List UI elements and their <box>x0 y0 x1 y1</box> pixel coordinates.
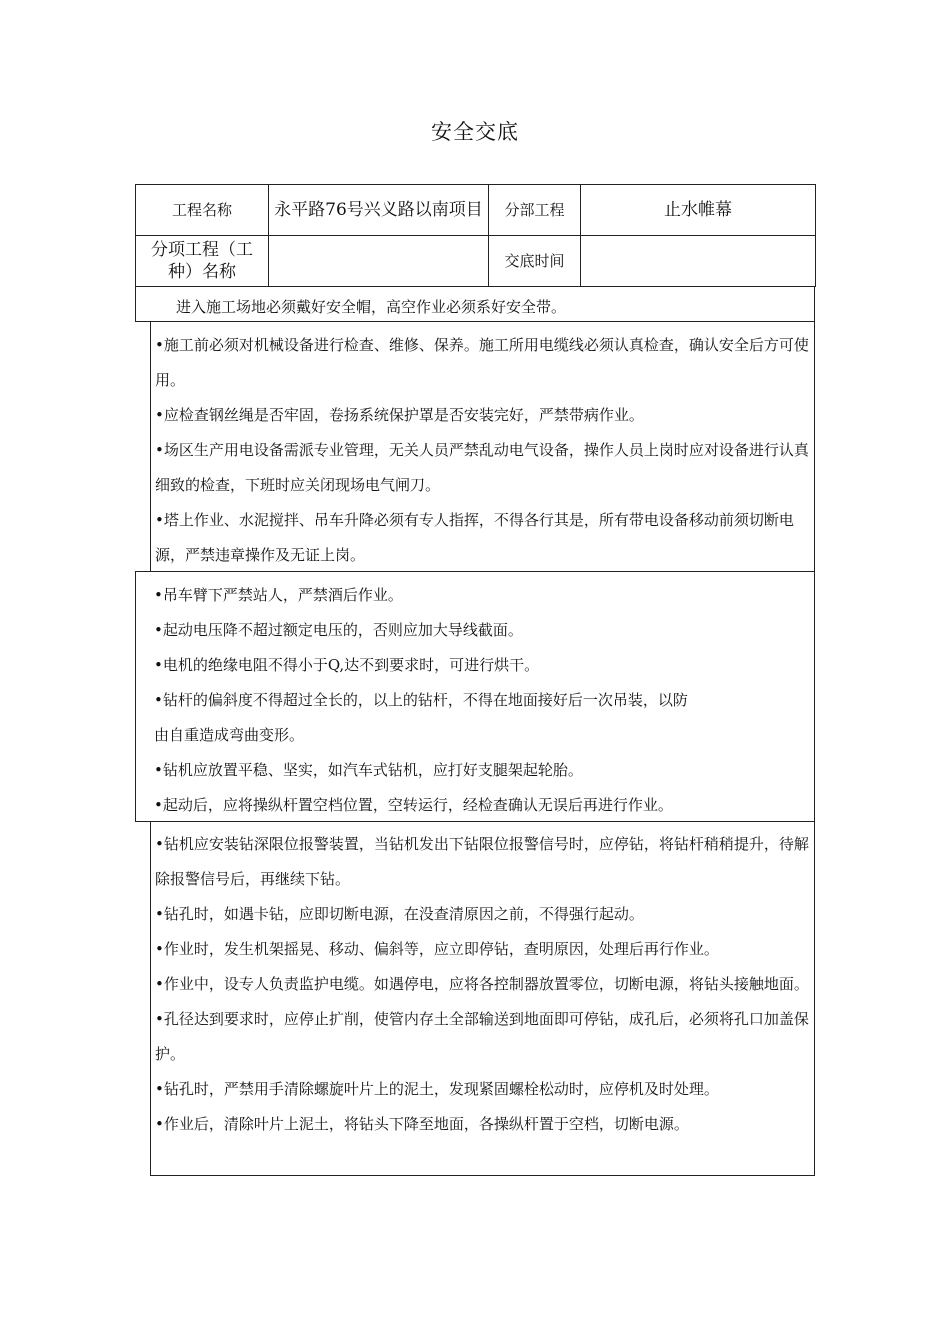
section-1-item: •应检查钢丝绳是否牢固，卷扬系统保护罩是否安装完好，严禁带病作业。 <box>155 406 644 424</box>
date-value <box>581 236 816 287</box>
section-2-item: •电机的绝缘电阻不得小于Q,达不到要求时，可进行烘干。 <box>154 656 540 674</box>
header-row-1 <box>136 185 816 236</box>
page-title: 安全交底 <box>431 120 519 144</box>
section-2-item: •起动电压降不超过额定电压的，否则应加大导线截面。 <box>154 621 523 639</box>
section-3-item: •作业后，清除叶片上泥土，将钻头下降至地面，各操纵杆置于空档，切断电源。 <box>155 1115 689 1133</box>
subitem-label: 分项工程（工种）名称 <box>136 236 269 287</box>
subitem-value <box>269 236 489 287</box>
section-1 <box>150 322 815 572</box>
section-2 <box>135 571 815 822</box>
section-1-item: •场区生产用电设备需派专业管理，无关人员严禁乱动电气设备，操作人员上岗时应对设备进行认真细致的检查，下班时应关闭现场电气闸刀。 <box>155 441 809 494</box>
section-3-item: •作业中，设专人负责监护电缆。如遇停电，应将各控制器放置零位，切断电源，将钻头接触地面。 <box>155 975 809 993</box>
section-3-item: •钻机应安装钻深限位报警装置，当钻机发出下钻限位报警信号时，应停钻，将钻杆稍稍提升，待解除报警信号后，再继续下钻。 <box>155 835 809 888</box>
header-table <box>135 184 816 287</box>
section-3-item: •钻孔时，严禁用手清除螺旋叶片上的泥土，发现紧固螺栓松动时，应停机及时处理。 <box>155 1080 719 1098</box>
section-3 <box>150 821 815 1176</box>
section-3-item: •孔径达到要求时，应停止扩削，使管内存土全部输送到地面即可停钻，成孔后，必须将孔口加盖保护。 <box>155 1010 809 1063</box>
section-1-item: •施工前必须对机械设备进行检查、维修、保养。施工所用电缆线必须认真检查，确认安全后方可使用。 <box>155 336 809 389</box>
project-name-label: 工程名称 <box>136 185 269 236</box>
section-1-item: •塔上作业、水泥搅拌、吊车升降必须有专人指挥，不得各行其是，所有带电设备移动前须切断电源，严禁违章操作及无证上岗。 <box>155 511 794 564</box>
section-2-item: •吊车臂下严禁站人，严禁酒后作业。 <box>154 586 403 604</box>
section-3-item: •钻孔时，如遇卡钻，应即切断电源，在没查清原因之前，不得强行起动。 <box>155 905 644 923</box>
intro-box <box>135 286 815 322</box>
division-value: 止水帷幕 <box>581 185 816 236</box>
section-2-item: 由自重造成弯曲变形。 <box>154 726 305 744</box>
intro-text: 进入施工场地必须戴好安全帽，高空作业必须系好安全带。 <box>176 298 567 316</box>
section-2-item: •起动后，应将操纵杆置空档位置，空转运行，经检查确认无误后再进行作业。 <box>154 796 673 814</box>
division-label: 分部工程 <box>489 185 581 236</box>
project-name-value: 永平路76号兴义路以南项目 <box>269 185 489 236</box>
section-3-item: •作业时，发生机架摇晃、移动、偏斜等，应立即停钻，查明原因，处理后再行作业。 <box>155 940 719 958</box>
header-row-2 <box>136 236 816 287</box>
date-label: 交底时间 <box>489 236 581 287</box>
section-2-item: •钻杆的偏斜度不得超过全长的，以上的钻杆，不得在地面接好后一次吊装，以防 <box>154 691 688 709</box>
section-2-item: •钻机应放置平稳、坚实，如汽车式钻机，应打好支腿架起轮胎。 <box>154 761 583 779</box>
